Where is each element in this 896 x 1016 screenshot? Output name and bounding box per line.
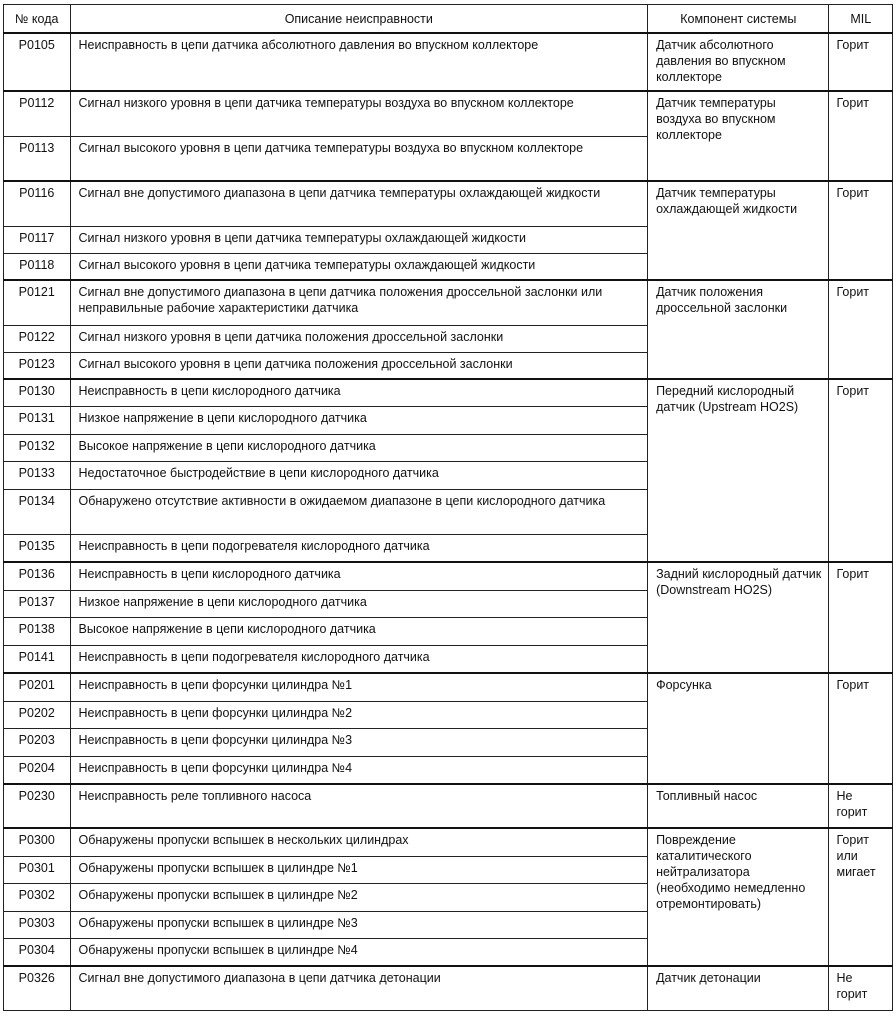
dtc-code: P0105 — [4, 33, 71, 91]
fault-description: Сигнал вне допустимого диапазона в цепи датчика температуры охлаждающей жидкости — [70, 181, 648, 226]
system-component: Датчик абсолютного давления во впускном коллекторе — [648, 33, 829, 91]
table-row — [4, 966, 893, 1010]
dtc-code: P0132 — [4, 434, 71, 461]
dtc-body — [4, 33, 893, 1010]
dtc-code: P0302 — [4, 883, 71, 911]
system-component: Топливный насос — [648, 784, 829, 828]
table-row — [4, 562, 893, 590]
table-row — [4, 280, 893, 325]
fault-description: Обнаружены пропуски вспышек в цилиндре №3 — [70, 911, 648, 938]
header-mil: MIL — [829, 5, 893, 34]
table-row — [4, 828, 893, 856]
fault-description: Сигнал низкого уровня в цепи датчика температуры воздуха во впускном коллекторе — [70, 91, 648, 136]
dtc-code: P0116 — [4, 181, 71, 226]
dtc-table — [3, 4, 893, 1011]
fault-description: Неисправность в цепи кислородного датчика — [70, 562, 648, 590]
dtc-code: P0230 — [4, 784, 71, 828]
table-row — [4, 673, 893, 701]
table-row — [4, 33, 893, 91]
dtc-code: P0138 — [4, 617, 71, 645]
mil-status: Горит — [829, 181, 893, 280]
fault-description: Неисправность в цепи форсунки цилиндра №1 — [70, 673, 648, 701]
fault-description: Обнаружены пропуски вспышек в цилиндре №2 — [70, 883, 648, 911]
dtc-code: P0201 — [4, 673, 71, 701]
dtc-code: P0301 — [4, 856, 71, 883]
dtc-code: P0326 — [4, 966, 71, 1010]
dtc-code: P0133 — [4, 461, 71, 489]
dtc-code: P0202 — [4, 701, 71, 728]
fault-description: Обнаружены пропуски вспышек в цилиндре №1 — [70, 856, 648, 883]
fault-description: Сигнал высокого уровня в цепи датчика температуры охлаждающей жидкости — [70, 253, 648, 280]
system-component: Датчик температуры охлаждающей жидкости — [648, 181, 829, 280]
fault-description: Сигнал высокого уровня в цепи датчика положения дроссельной заслонки — [70, 352, 648, 379]
header-description: Описание неисправности — [70, 5, 648, 34]
system-component: Датчик положения дроссельной заслонки — [648, 280, 829, 379]
fault-description: Недостаточное быстродействие в цепи кислородного датчика — [70, 461, 648, 489]
fault-description: Низкое напряжение в цепи кислородного датчика — [70, 590, 648, 617]
fault-description: Неисправность в цепи кислородного датчика — [70, 379, 648, 406]
table-row — [4, 181, 893, 226]
dtc-code: P0203 — [4, 728, 71, 756]
dtc-code: P0122 — [4, 325, 71, 352]
dtc-code: P0113 — [4, 136, 71, 181]
fault-description: Обнаружены пропуски вспышек в нескольких цилиндрах — [70, 828, 648, 856]
dtc-code: P0130 — [4, 379, 71, 406]
fault-description: Низкое напряжение в цепи кислородного датчика — [70, 406, 648, 434]
fault-description: Неисправность в цепи подогревателя кислородного датчика — [70, 534, 648, 562]
dtc-code: P0141 — [4, 645, 71, 673]
system-component: Форсунка — [648, 673, 829, 784]
dtc-code: P0121 — [4, 280, 71, 325]
fault-description: Неисправность в цепи датчика абсолютного давления во впускном коллекторе — [70, 33, 648, 91]
fault-description: Неисправность в цепи форсунки цилиндра №4 — [70, 756, 648, 784]
dtc-code: P0118 — [4, 253, 71, 280]
fault-description: Сигнал высокого уровня в цепи датчика температуры воздуха во впускном коллекторе — [70, 136, 648, 181]
mil-status: Горит — [829, 280, 893, 379]
fault-description: Неисправность реле топливного насоса — [70, 784, 648, 828]
mil-status: Горит — [829, 562, 893, 673]
mil-status: Горит или мигает — [829, 828, 893, 966]
fault-description: Неисправность в цепи подогревателя кислородного датчика — [70, 645, 648, 673]
fault-description: Неисправность в цепи форсунки цилиндра №3 — [70, 728, 648, 756]
fault-description: Неисправность в цепи форсунки цилиндра №2 — [70, 701, 648, 728]
dtc-code: P0136 — [4, 562, 71, 590]
fault-description: Высокое напряжение в цепи кислородного датчика — [70, 434, 648, 461]
mil-status: Горит — [829, 673, 893, 784]
system-component: Повреждение каталитического нейтрализатора (необходимо немедленно отремонтировать) — [648, 828, 829, 966]
table-row — [4, 91, 893, 136]
mil-status: Горит — [829, 33, 893, 91]
table-row — [4, 784, 893, 828]
system-component: Датчик детонации — [648, 966, 829, 1010]
dtc-code: P0303 — [4, 911, 71, 938]
fault-description: Сигнал низкого уровня в цепи датчика температуры охлаждающей жидкости — [70, 226, 648, 253]
header-component: Компонент системы — [648, 5, 829, 34]
mil-status: Не горит — [829, 784, 893, 828]
fault-description: Высокое напряжение в цепи кислородного датчика — [70, 617, 648, 645]
mil-status: Горит — [829, 379, 893, 562]
dtc-code: P0137 — [4, 590, 71, 617]
mil-status: Горит — [829, 91, 893, 181]
table-row — [4, 379, 893, 406]
fault-description: Обнаружены пропуски вспышек в цилиндре №4 — [70, 938, 648, 966]
fault-description: Сигнал вне допустимого диапазона в цепи датчика детонации — [70, 966, 648, 1010]
mil-status: Не горит — [829, 966, 893, 1010]
header-row — [4, 5, 893, 34]
dtc-code: P0117 — [4, 226, 71, 253]
system-component: Задний кислородный датчик (Downstream HO2S) — [648, 562, 829, 673]
dtc-code: P0112 — [4, 91, 71, 136]
header-code: № кода — [4, 5, 71, 34]
dtc-code: P0135 — [4, 534, 71, 562]
fault-description: Сигнал вне допустимого диапазона в цепи датчика положения дроссельной заслонки или неправильные рабочие характеристики датчика — [70, 280, 648, 325]
dtc-code: P0123 — [4, 352, 71, 379]
fault-description: Обнаружено отсутствие активности в ожидаемом диапазоне в цепи кислородного датчика — [70, 489, 648, 534]
dtc-code: P0300 — [4, 828, 71, 856]
system-component: Датчик температуры воздуха во впускном коллекторе — [648, 91, 829, 181]
fault-description: Сигнал низкого уровня в цепи датчика положения дроссельной заслонки — [70, 325, 648, 352]
dtc-code: P0304 — [4, 938, 71, 966]
dtc-code: P0131 — [4, 406, 71, 434]
system-component: Передний кислородный датчик (Upstream HO2S) — [648, 379, 829, 562]
dtc-code: P0204 — [4, 756, 71, 784]
dtc-code: P0134 — [4, 489, 71, 534]
